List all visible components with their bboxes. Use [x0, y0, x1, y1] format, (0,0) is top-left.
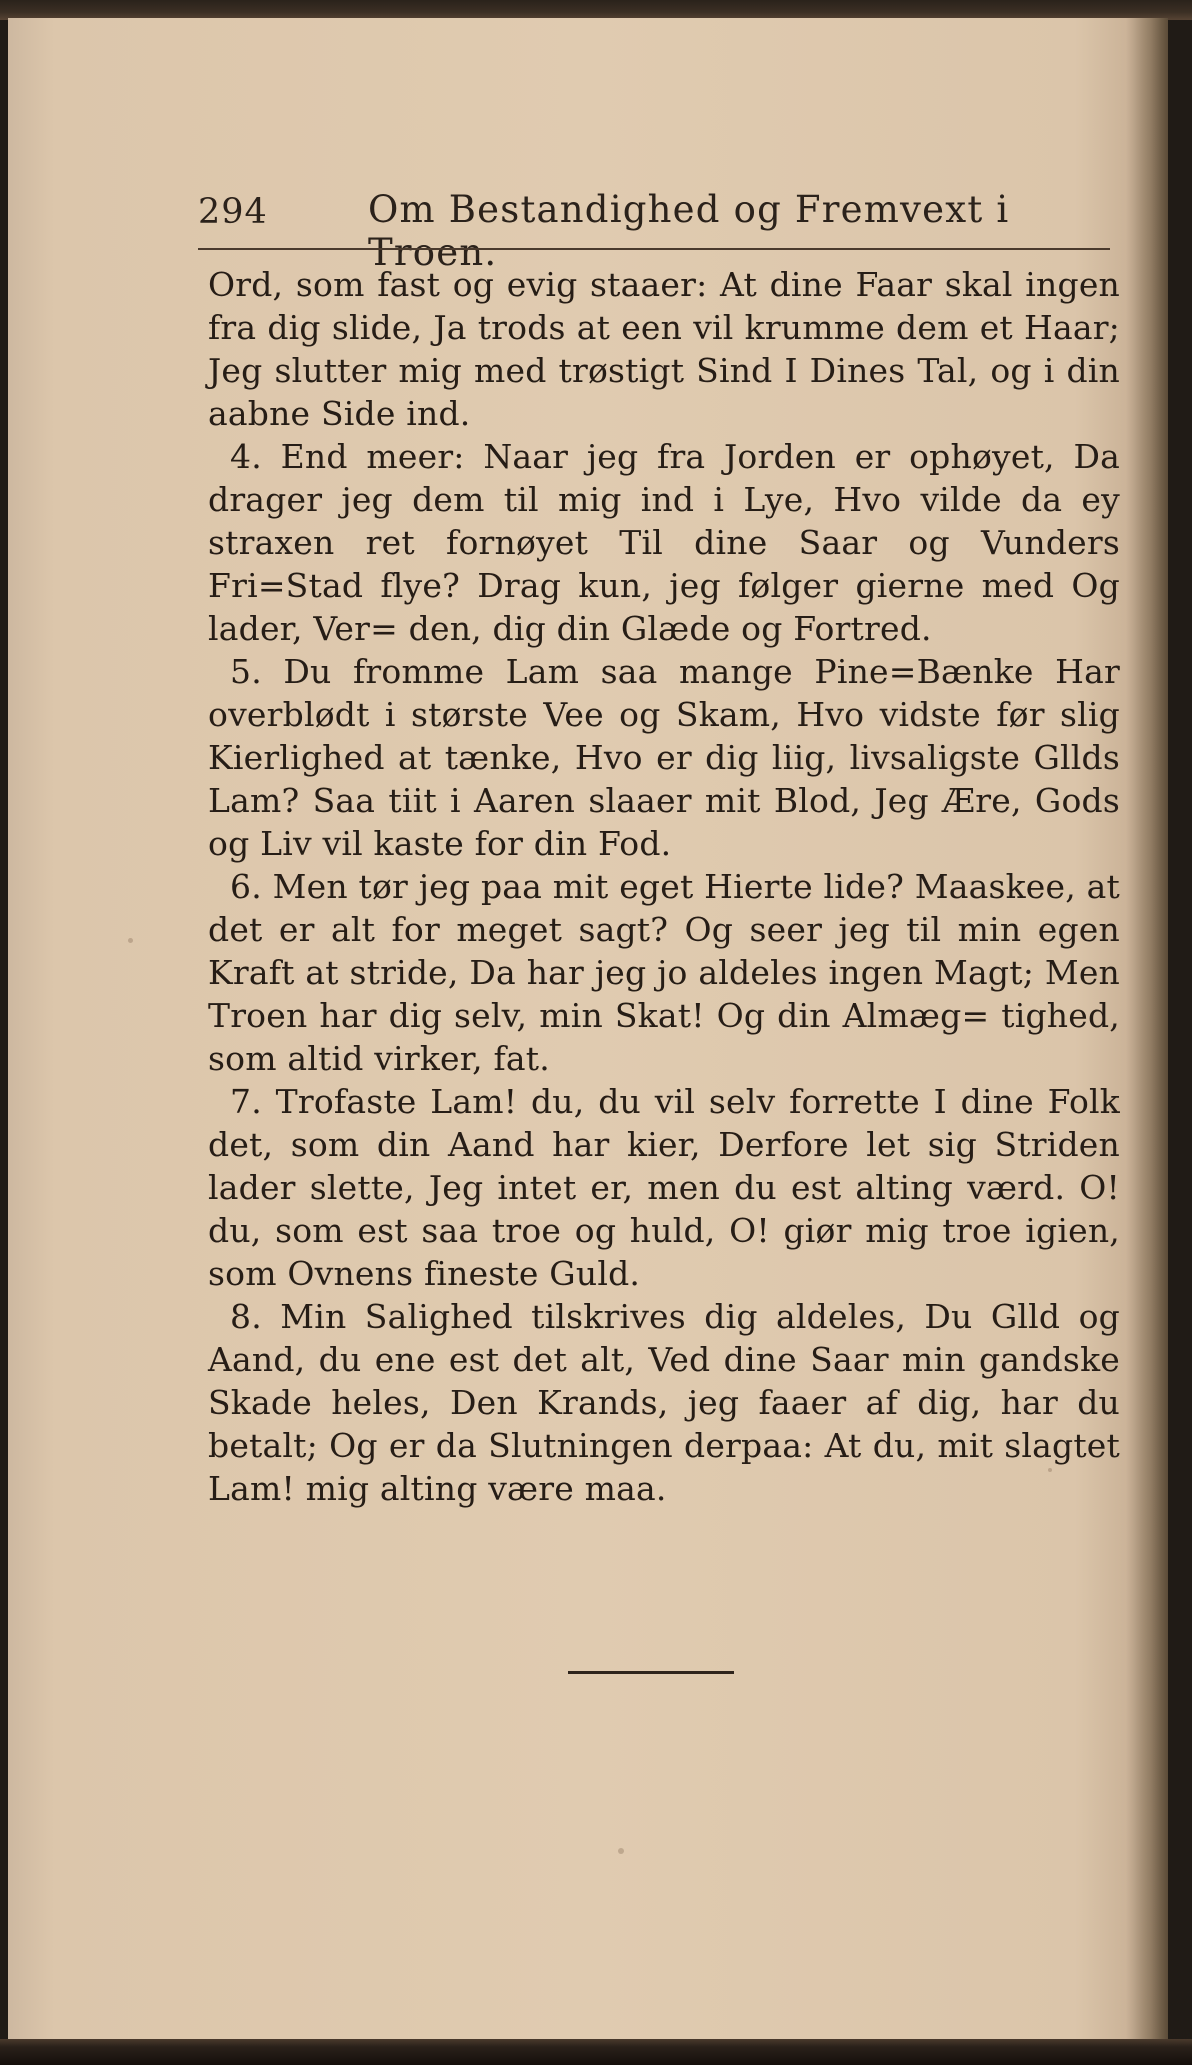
paper-speck [128, 938, 133, 943]
verse-6: 6. Men tør jeg paa mit eget Hierte lide? Maaskee, at det er alt for meget sagt? Og seer jeg til min egen Kraft at stride, Da har jeg jo aldeles ingen Magt; Men Troen har dig selv, min Skat! Og din Almæg= tighed, som altid virker, fat. [208, 867, 1120, 1078]
verse-4: 4. End meer: Naar jeg fra Jorden er ophøyet, Da drager jeg dem til mig ind i Lye, Hvo vilde da ey straxen ret fornøyet Til dine Saar og Vunders Fri=Stad flye? Drag kun, jeg følger gierne med Og lader, Ver= den, dig din Glæde og Fortred. [208, 437, 1120, 648]
spine-shadow [1126, 18, 1168, 2043]
page-number: 294 [198, 192, 268, 232]
verse-5: 5. Du fromme Lam saa mange Pine=Bænke Har overblødt i største Vee og Skam, Hvo vidste før slig Kierlighed at tænke, Hvo er dig liig, livsaligste Gllds Lam? Saa tiit i Aaren slaaer mit Blod, Jeg Ære, Gods og Liv vil kaste for din Fod. [208, 652, 1120, 863]
end-rule [568, 1671, 734, 1674]
page-header [198, 188, 1108, 274]
top-binding-edge [0, 0, 1192, 20]
page-body [208, 263, 1120, 1510]
running-head: Om Bestandighed og Fremvext i Troen. [368, 188, 1010, 274]
verse-8: 8. Min Salighed tilskrives dig aldeles, Du Glld og Aand, du ene est det alt, Ved dine Saar min gandske Skade heles, Den Krands, jeg faaer af dig, har du betalt; Og er da Slutningen derpaa: At du, mit slagtet Lam! mig alting være maa. [208, 1297, 1120, 1508]
verse-7: 7. Trofaste Lam! du, du vil selv forrette I dine Folk det, som din Aand har kier, Derfore let sig Striden lader slette, Jeg intet er, men du est alting værd. O! du, som est saa troe og huld, O! giør mig troe igien, som Ovnens fineste Guld. [208, 1082, 1120, 1293]
paragraph-continuation: Ord, som fast og evig staaer: At dine Faar skal ingen fra dig slide, Ja trods at een vil krumme dem et Haar; Jeg slutter mig med trøstigt Sind I Dines Tal, og i din aabne Side ind. [208, 265, 1120, 433]
paper-speck [618, 1848, 624, 1854]
header-rule [198, 248, 1110, 250]
bottom-binding-edge [0, 2039, 1192, 2065]
